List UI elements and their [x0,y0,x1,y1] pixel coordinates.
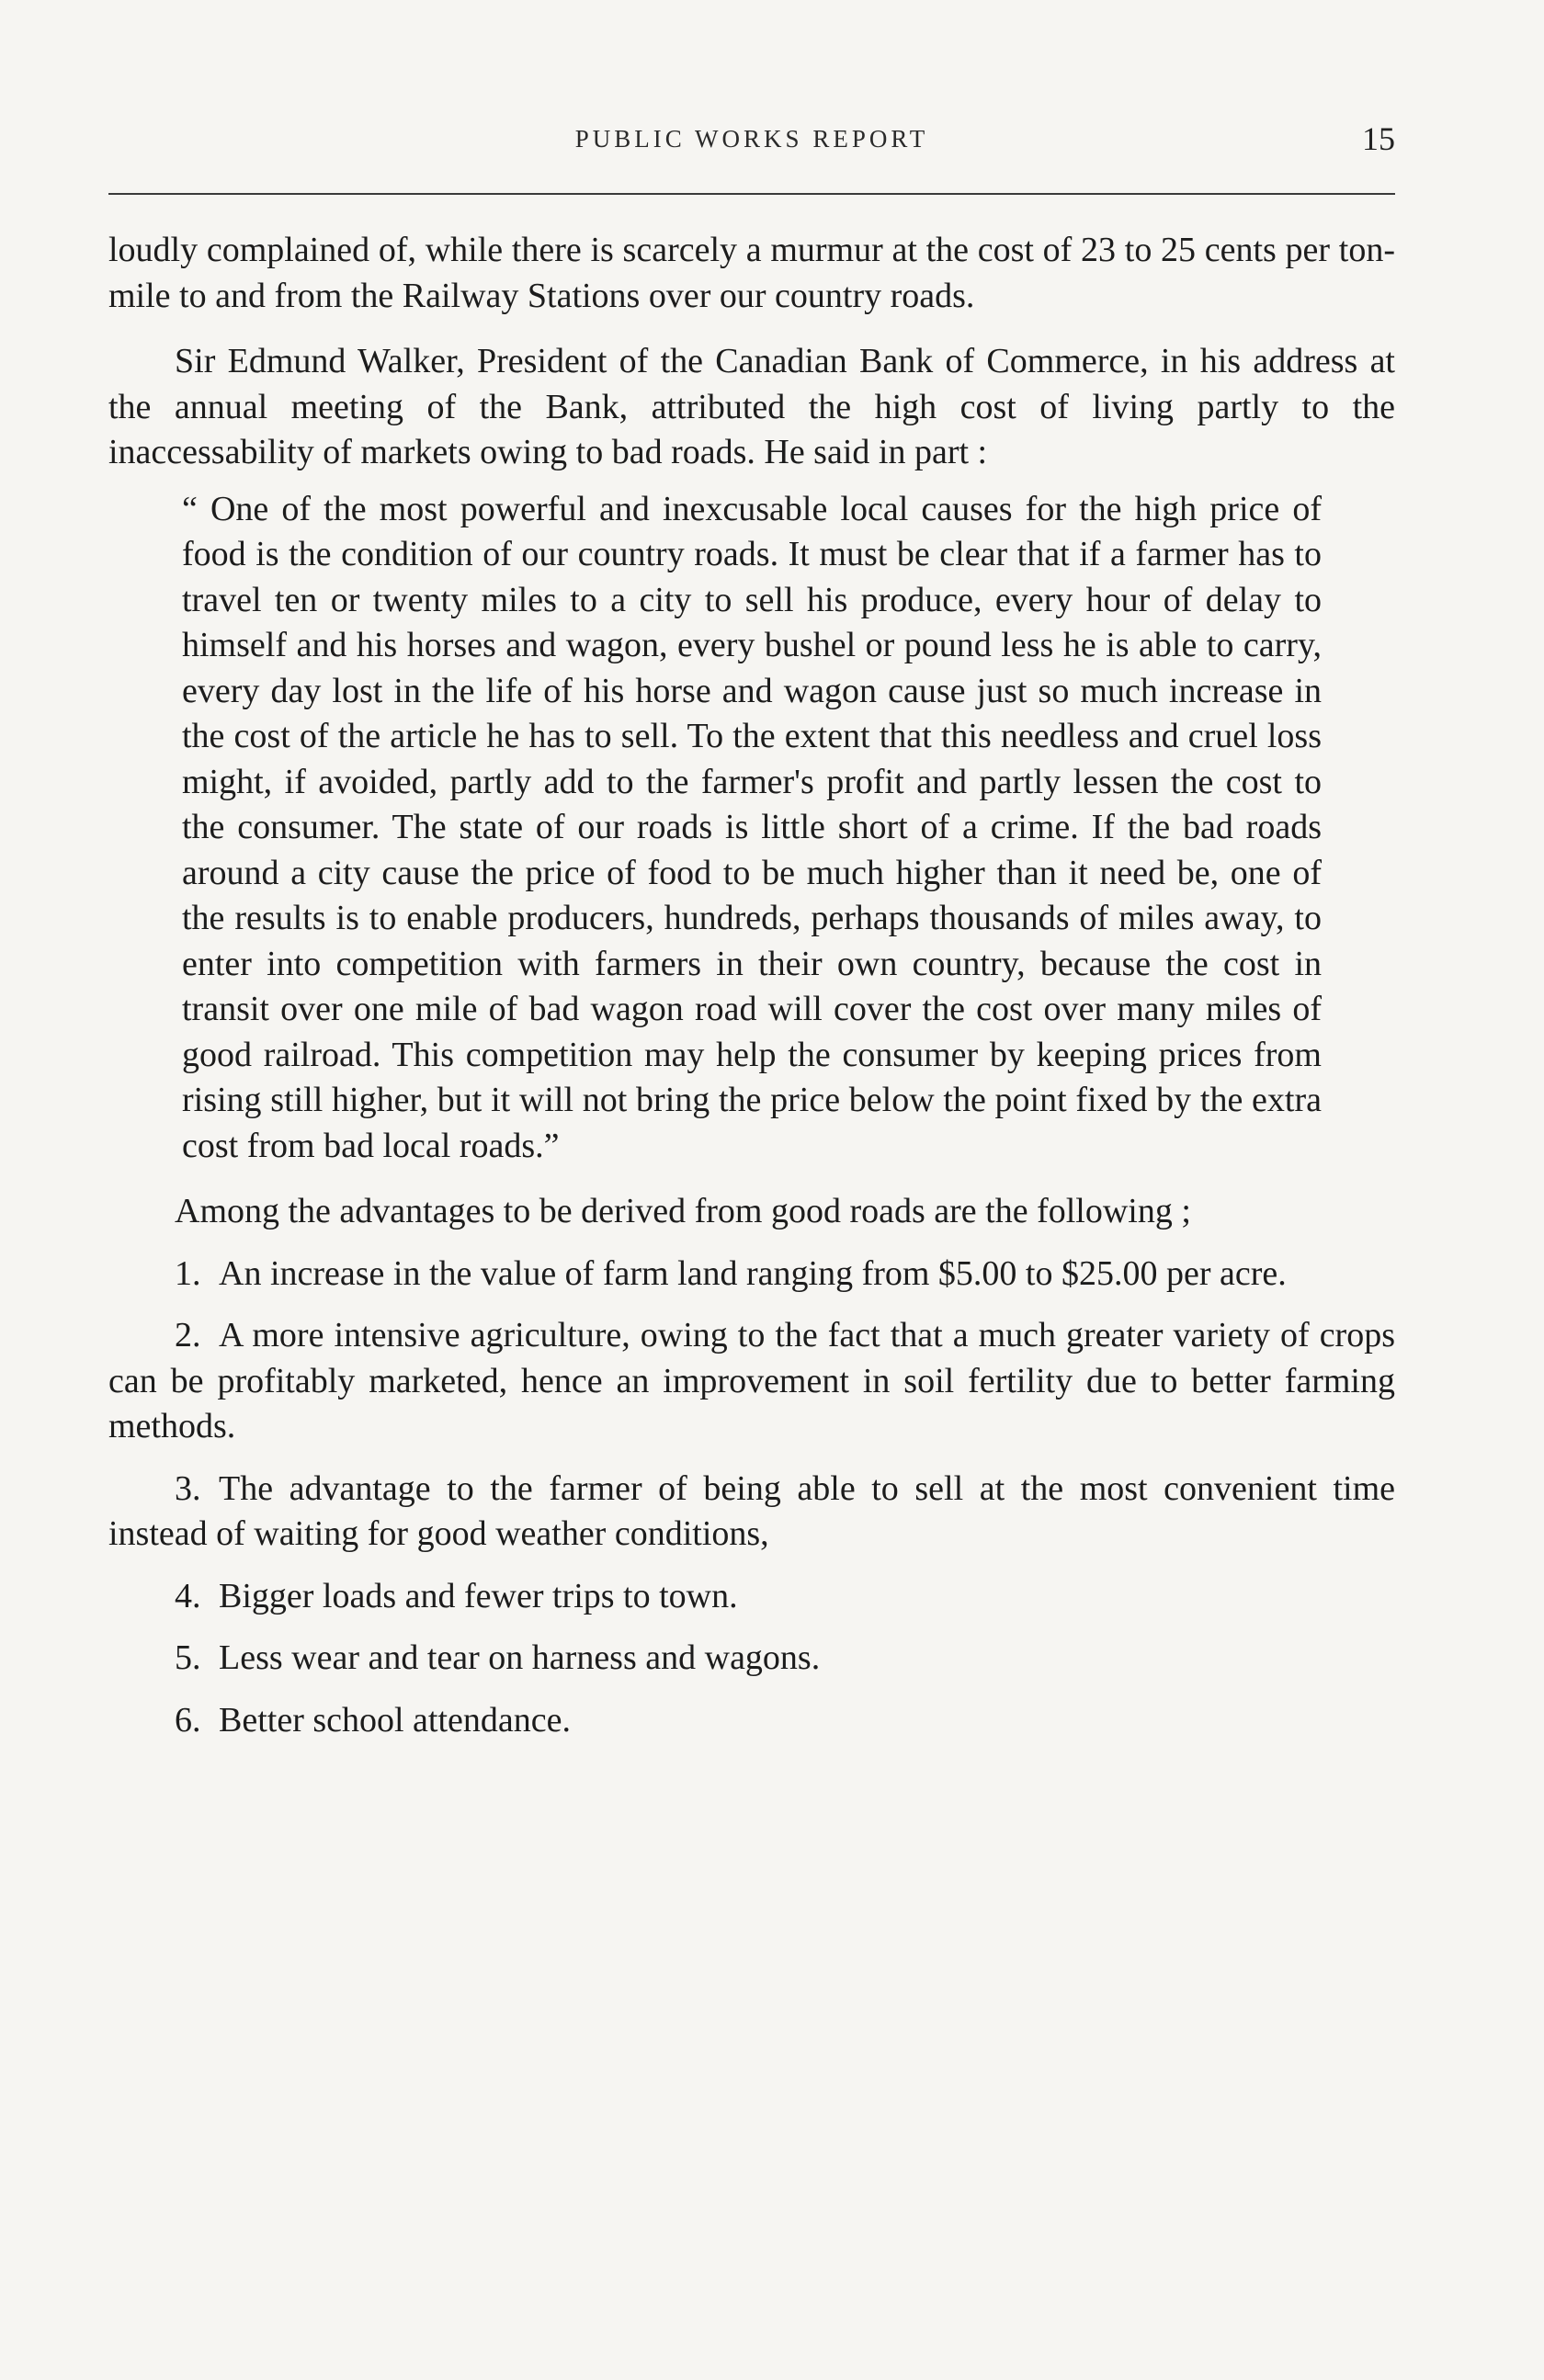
list-number: 1. [175,1253,201,1293]
running-header [108,120,1395,165]
list-text: Bigger loads and fewer trips to town. [219,1576,738,1615]
list-item [108,1574,1395,1620]
block-quote: “ One of the most powerful and inexcusable local causes for the high price of food is the condition of our country roads. It must be clear that if a farmer has to travel ten or twenty miles to a city to sell his produce, every hour of delay to himself and his horses and wagon, every bushel or pound less he is able to carry, every day lost in the life of his horse and wagon cause just so much increase in the cost of the article he has to sell. To the extent that this needless and cruel loss might, if avoided, partly add to the farmer's profit and partly lessen the cost to the consumer. The state of our roads is little short of a crime. If the bad roads around a city cause the price of food to be much higher than it need be, one of the results is to enable producers, hundreds, perhaps thousands of miles away, to enter into competition with farmers in their own country, because the cost in transit over one mile of bad wagon road will cover the cost over many miles of good railroad. This competition may help the consumer by keeping prices from rising still higher, but it will not bring the price below the point fixed by the extra cost from bad local roads.” [182,489,1322,1165]
list-item [108,1467,1395,1558]
list-item [108,1636,1395,1682]
header-rule [108,193,1395,195]
list-number: 6. [175,1700,201,1740]
paragraph-walker: Sir Edmund Walker, President of the Canadian Bank of Commerce, in his address at the annual meeting of the Bank, attributed the high cost of living partly to the inaccessability of markets owing to bad roads. He said in part : [108,342,1395,471]
paragraph-continuation: loudly complained of, while there is scarcely a murmur at the cost of 23 to 25 cents per ton-mile to and from the Railway Stations over our country roads. [108,231,1395,315]
list-text: The advantage to the farmer of being able to sell at the most convenient time instead of waiting for good weather conditions, [108,1468,1395,1553]
body-text [108,228,1395,1743]
list-item [108,1252,1395,1298]
list-item [108,1313,1395,1450]
list-text: An increase in the value of farm land ranging from $5.00 to $25.00 per acre. [219,1253,1287,1293]
list-item [108,1698,1395,1744]
list-text: A more intensive agriculture, owing to the fact that a much greater variety of crops can be profitably marketed, hence an improvement in soil fertility due to better farming methods. [108,1316,1395,1445]
advantages-list [108,1252,1395,1744]
list-number: 5. [175,1638,201,1677]
list-text: Better school attendance. [219,1700,572,1740]
page-number: 15 [1362,120,1395,157]
document-page [108,0,1395,2380]
paragraph-advantages: Among the advantages to be derived from good roads are the following ; [175,1192,1191,1230]
list-number: 4. [175,1576,201,1615]
running-title: PUBLIC WORKS REPORT [574,125,929,153]
list-text: Less wear and tear on harness and wagons. [219,1638,821,1677]
list-number: 3. [175,1468,201,1508]
list-number: 2. [175,1316,201,1354]
